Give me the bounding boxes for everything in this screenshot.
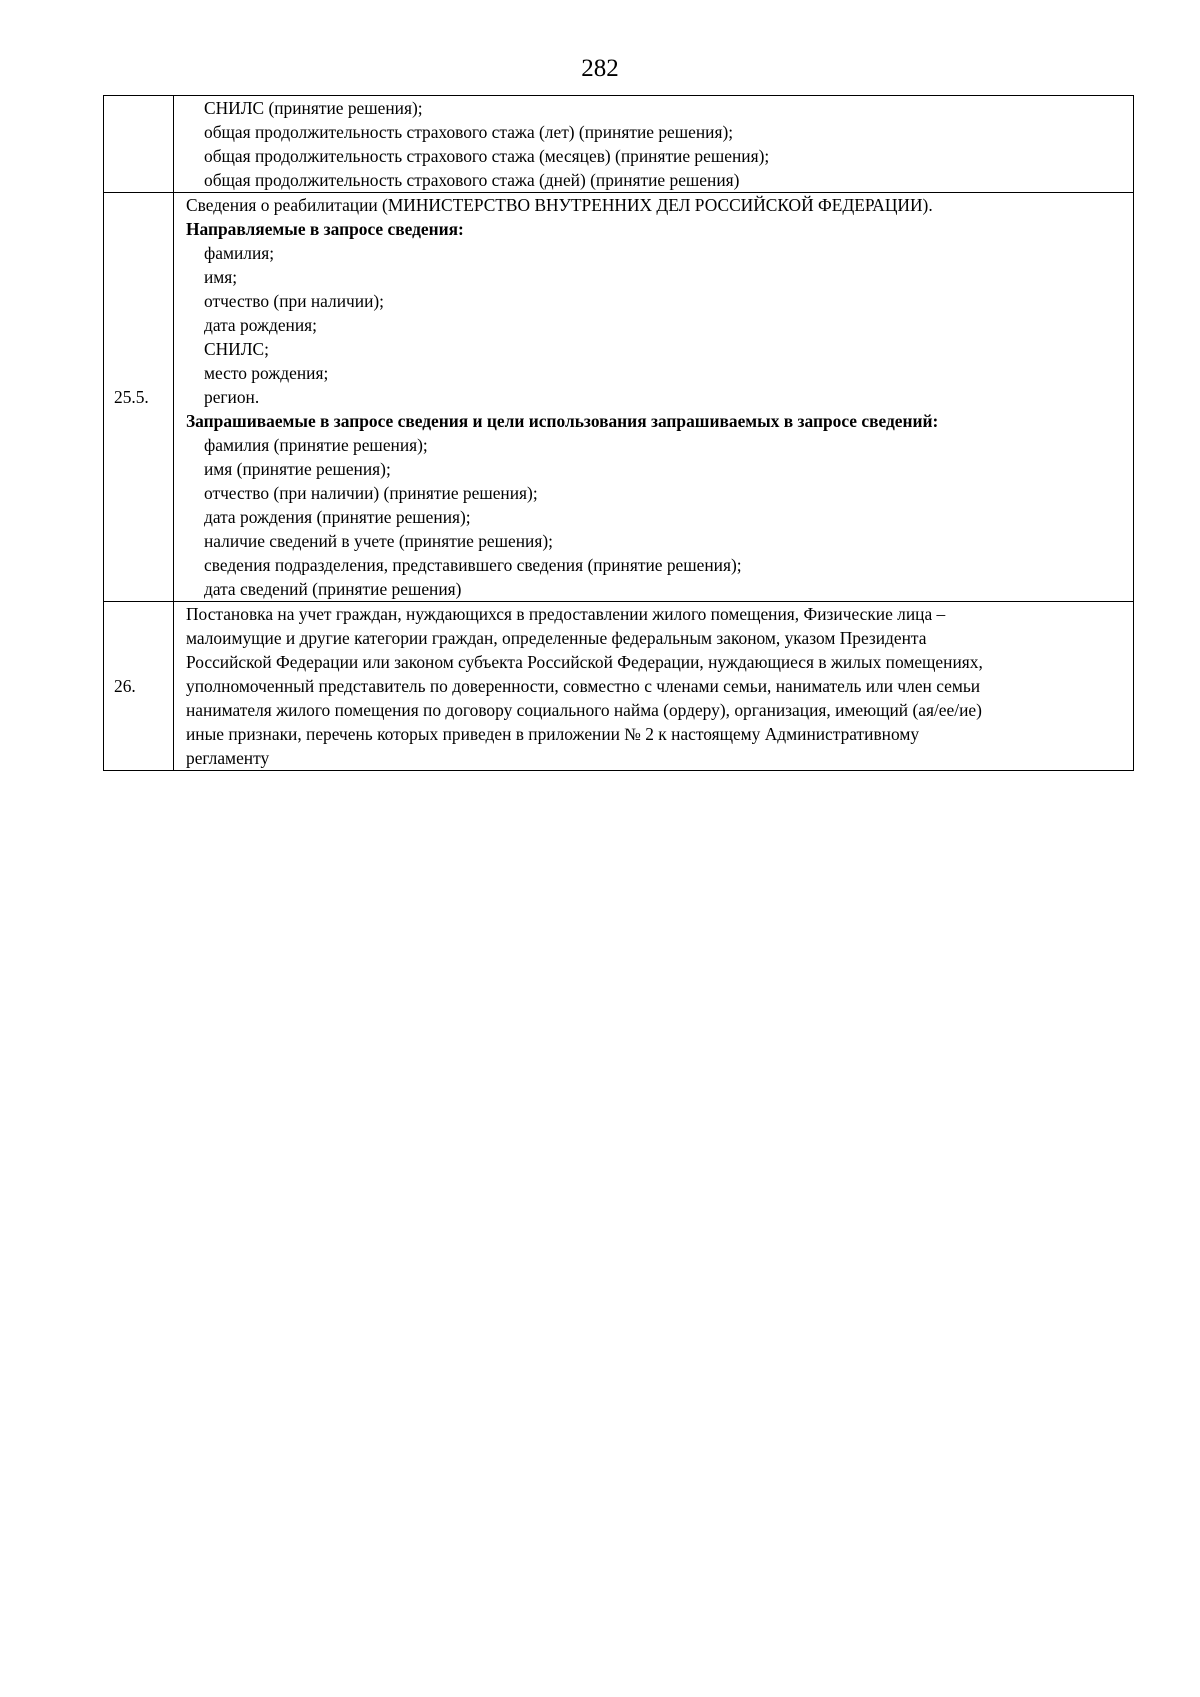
text-line: общая продолжительность страхового стажа (лет) (принятие решения);: [204, 122, 734, 142]
text-line: уполномоченный представитель по доверенности, совместно с членами семьи, наниматель или член семьи: [186, 676, 981, 696]
row-number-cell: [104, 96, 174, 193]
table-row: [104, 602, 1134, 771]
section-heading: Направляемые в запросе сведения:: [186, 219, 464, 239]
row-number-cell: 25.5.: [104, 193, 174, 602]
text-line: отчество (при наличии);: [204, 291, 385, 311]
text-line: дата рождения;: [204, 315, 317, 335]
section-heading: Запрашиваемые в запросе сведения и цели использования запрашиваемых в запросе сведений:: [186, 411, 939, 431]
text-line: наличие сведений в учете (принятие решения);: [204, 531, 553, 551]
text-line: иные признаки, перечень которых приведен в приложении № 2 к настоящему Административному: [186, 724, 920, 744]
text-line: фамилия;: [204, 243, 275, 263]
text-line: дата рождения (принятие решения);: [204, 507, 471, 527]
row-number-cell: 26.: [104, 602, 174, 771]
row-content-cell: [174, 193, 1134, 602]
text-line: СНИЛС (принятие решения);: [204, 98, 423, 118]
text-line: место рождения;: [204, 363, 329, 383]
row-content-cell: [174, 96, 1134, 193]
text-line: регламенту: [186, 748, 270, 768]
document-table: [103, 95, 1134, 771]
text-line: Сведения о реабилитации (МИНИСТЕРСТВО ВНУТРЕННИХ ДЕЛ РОССИЙСКОЙ ФЕДЕРАЦИИ).: [186, 195, 933, 215]
text-line: Российской Федерации или законом субъекта Российской Федерации, нуждающиеся в жилых помещениях,: [186, 652, 983, 672]
text-line: имя (принятие решения);: [204, 459, 391, 479]
text-line: сведения подразделения, представившего сведения (принятие решения);: [204, 555, 742, 575]
text-line: Постановка на учет граждан, нуждающихся в предоставлении жилого помещения, Физические лица –: [186, 604, 946, 624]
text-line: имя;: [204, 267, 238, 287]
text-line: регион.: [204, 387, 260, 407]
text-line: общая продолжительность страхового стажа (месяцев) (принятие решения);: [204, 146, 770, 166]
text-line: фамилия (принятие решения);: [204, 435, 428, 455]
text-line: малоимущие и другие категории граждан, определенные федеральным законом, указом Президента: [186, 628, 927, 648]
page-number: 282: [581, 55, 619, 82]
text-line: дата сведений (принятие решения): [204, 579, 462, 599]
table-body: [104, 96, 1134, 771]
text-line: нанимателя жилого помещения по договору социального найма (ордеру), организация, имеющий (ая/ее/ие): [186, 700, 982, 720]
text-line: отчество (при наличии) (принятие решения);: [204, 483, 538, 503]
text-line: общая продолжительность страхового стажа (дней) (принятие решения): [204, 170, 740, 190]
table-row: [104, 193, 1134, 602]
row-content-cell: [174, 602, 1134, 771]
table-row: [104, 96, 1134, 193]
text-line: СНИЛС;: [204, 339, 269, 359]
